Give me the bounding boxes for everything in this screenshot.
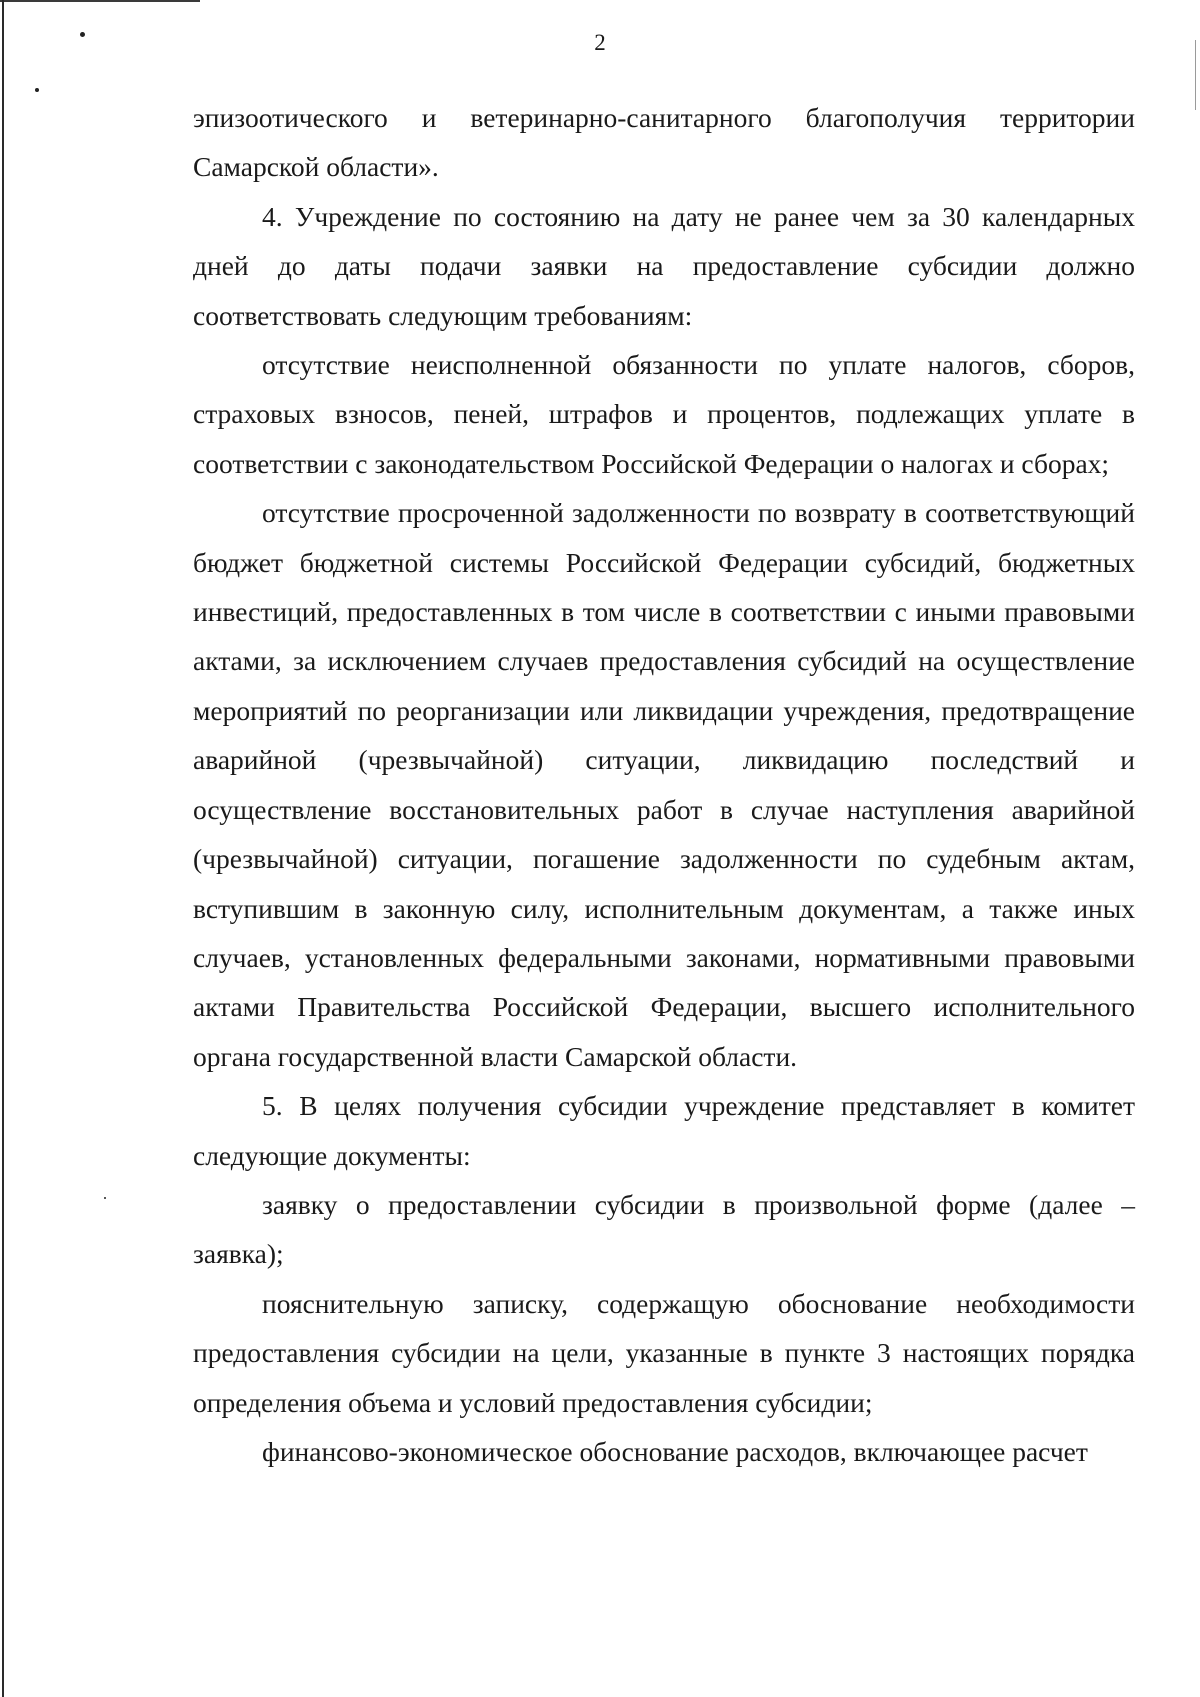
scan-edge-top [0,0,200,2]
page-number: 2 [594,30,606,55]
scan-speck [35,88,39,92]
paragraph-clause-4: 4. Учреждение по состоянию на дату не ранее чем за 30 календарных дней до даты подачи заявки на предоставление субсидии должно соответствовать следующим требованиям: [193,200,1135,331]
paragraph-requirement-taxes: отсутствие неисполненной обязанности по уплате налогов, сборов, страховых взносов, пеней, штрафов и процентов, подлежащих уплате в соответствии с законодательством Российской Федерации о налогах и сборах; [193,349,1135,479]
paragraph-clause-5: 5. В целях получения субсидии учреждение представляет в комитет следующие документы: [193,1090,1135,1171]
scan-edge-left [2,0,4,1697]
document-body [193,93,1135,1476]
paragraph-continuation: эпизоотического и ветеринарно-санитарного благополучия территории Самарской области». [193,102,1135,183]
scan-speck [104,1197,106,1199]
paragraph-document-explanatory-note: пояснительную записку, содержащую обоснование необходимости предоставления субсидии на цели, указанные в пункте 3 настоящих порядка определения объема и условий предоставления субсидии; [193,1287,1135,1418]
paragraph-document-financial-justification: финансово-экономическое обоснование расходов, включающее расчет [262,1435,1088,1467]
paragraph-document-application: заявку о предоставлении субсидии в произвольной форме (далее – заявка); [193,1188,1135,1270]
paragraph-requirement-debt: отсутствие просроченной задолженности по возврату в соответствующий бюджет бюджетной системы Российской Федерации субсидий, бюджетных инвестиций, предоставленных в том числе в соответствии с иными правовыми актами, за исключением случаев предоставления субсидий на осуществление мероприятий по реорганизации или ликвидации учреждения, предотвращение аварийной (чрезвычайной) ситуации, ликвидацию последствий и осуществление восстановительных работ в случае наступления аварийной (чрезвычайной) ситуации, погашение задолженности по судебным актам, вступившим в законную силу, исполнительным документам, а также иных случаев, установленных федеральными законами, нормативными правовыми актами Правительства Российской Федерации, высшего исполнительного органа государственной власти Самарской области. [193,497,1135,1072]
